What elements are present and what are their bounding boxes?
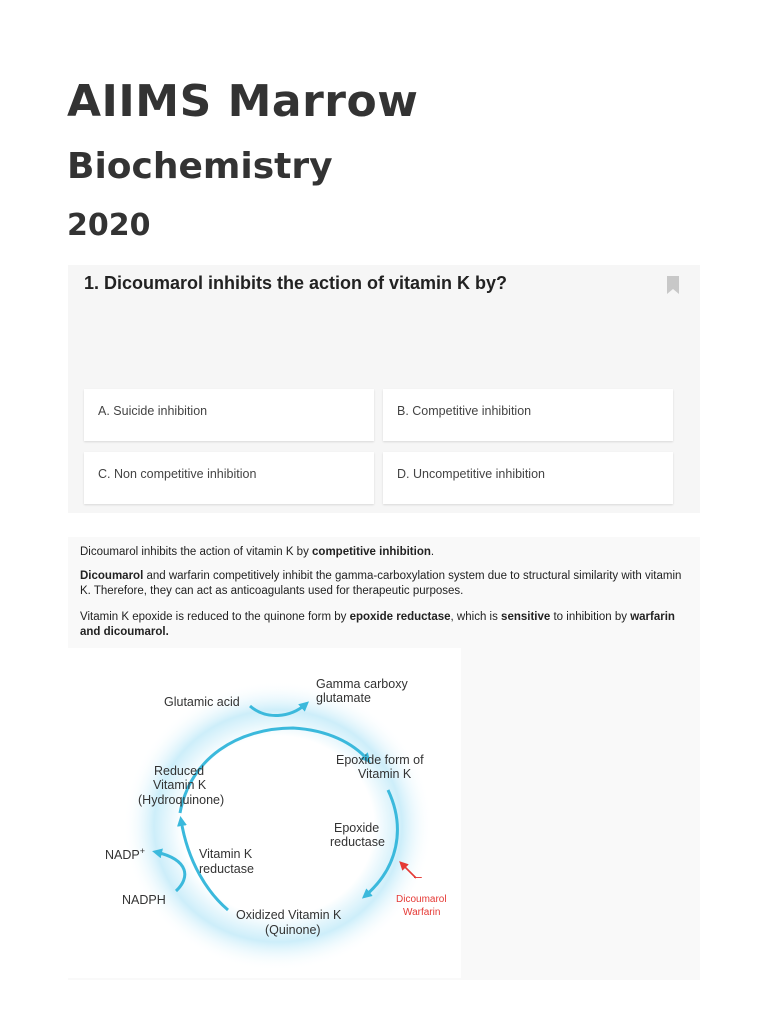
diagram-canvas bbox=[68, 648, 461, 978]
nadp-text: NADP bbox=[105, 848, 140, 862]
doc-title: AIIMS Marrow bbox=[67, 76, 419, 127]
bold-run: warfarin and dicoumarol. bbox=[80, 611, 675, 638]
label-oxidized-1: Oxidized Vitamin K bbox=[236, 908, 342, 922]
doc-year: 2020 bbox=[67, 208, 151, 243]
label-epoxide-form-2: Vitamin K bbox=[358, 767, 412, 781]
label-nadp bbox=[105, 846, 145, 862]
option-b[interactable]: B. Competitive inhibition bbox=[383, 389, 673, 441]
label-epoxide-form-1: Epoxide form of bbox=[336, 753, 424, 767]
label-nadph: NADPH bbox=[122, 893, 166, 907]
text-run: . bbox=[430, 546, 435, 558]
label-reduced-3: (Hydroquinone) bbox=[138, 793, 225, 807]
text-run: Dicoumarol inhibits the action of vitamin K by bbox=[80, 546, 313, 558]
doc-subject: Biochemistry bbox=[67, 146, 333, 187]
bold-run: Dicoumarol bbox=[80, 570, 144, 582]
label-inhibitor-2: Warfarin bbox=[403, 907, 441, 918]
label-inhibitor-1: Dicoumarol bbox=[396, 894, 447, 905]
explanation-paragraph-3 bbox=[80, 610, 690, 640]
text-run: to inhibition by bbox=[550, 611, 631, 623]
label-glutamic-acid: Glutamic acid bbox=[164, 695, 240, 709]
nadp-superscript: + bbox=[139, 846, 145, 856]
label-oxidized-2: (Quinone) bbox=[265, 923, 321, 937]
label-reduced-1: Reduced bbox=[154, 764, 205, 778]
label-vitk-reductase-1: Vitamin K bbox=[199, 847, 253, 861]
label-reduced-2: Vitamin K bbox=[153, 778, 207, 792]
bookmark-icon[interactable] bbox=[667, 276, 679, 294]
option-c[interactable]: C. Non competitive inhibition bbox=[84, 452, 374, 504]
question-card bbox=[68, 265, 700, 513]
label-gamma-carboxy-1: Gamma carboxy bbox=[316, 677, 408, 691]
label-epoxide-reductase-1: Epoxide bbox=[334, 821, 380, 835]
bold-run: epoxide reductase bbox=[349, 611, 451, 623]
explanation-paragraph-2 bbox=[80, 569, 690, 599]
option-a[interactable]: A. Suicide inhibition bbox=[84, 389, 374, 441]
explanation-paragraph-1 bbox=[80, 545, 690, 560]
label-gamma-carboxy-2: glutamate bbox=[316, 691, 371, 705]
vitamin-k-cycle-diagram bbox=[68, 648, 461, 978]
label-epoxide-reductase-2: reductase bbox=[330, 835, 385, 849]
bold-run: competitive inhibition bbox=[312, 546, 431, 558]
inhibition-minus: – bbox=[414, 868, 422, 884]
label-vitk-reductase-2: reductase bbox=[199, 862, 254, 876]
text-run: Vitamin K epoxide is reduced to the quinone form by bbox=[80, 611, 350, 623]
question-text: 1. Dicoumarol inhibits the action of vitamin K by? bbox=[84, 273, 508, 293]
option-d[interactable]: D. Uncompetitive inhibition bbox=[383, 452, 673, 504]
bold-run: sensitive bbox=[501, 611, 551, 623]
text-run: , which is bbox=[450, 611, 502, 623]
text-run: and warfarin competitively inhibit the gamma-carboxylation system due to structural similarity with vitamin K. Therefore, they can act as anticoagulants used for therapeutic purposes. bbox=[80, 570, 682, 597]
